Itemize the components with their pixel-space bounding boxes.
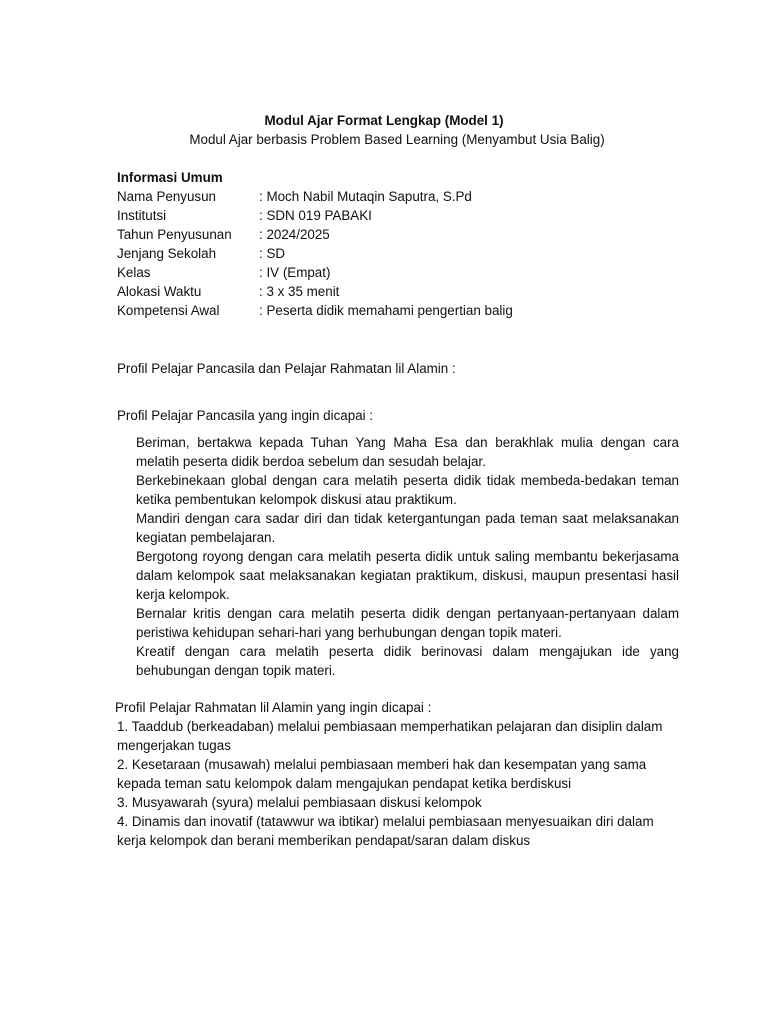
info-label: Jenjang Sekolah bbox=[117, 246, 217, 261]
document-subtitle: Modul Ajar berbasis Problem Based Learning (Menyambut Usia Balig) bbox=[189, 132, 605, 147]
pancasila-item-berkebinekaan: Berkebinekaan global dengan cara melatih peserta didik tidak membeda-bedakan teman ketika pembentukan kelompok diskusi atau praktikum. bbox=[136, 473, 679, 507]
informasi-umum-table bbox=[117, 187, 513, 320]
info-value: : 2024/2025 bbox=[259, 227, 330, 242]
rahmatan-item-taaddub: 1. Taaddub (berkeadaban) melalui pembiasaan memperhatikan pelajaran dan disiplin dalam mengerjakan tugas bbox=[117, 719, 663, 753]
info-row-alokasi-waktu bbox=[117, 282, 513, 301]
info-label: Alokasi Waktu bbox=[117, 284, 202, 299]
info-row-kelas bbox=[117, 263, 513, 282]
pancasila-item-gotong-royong: Bergotong royong dengan cara melatih peserta didik untuk saling membantu bekerjasama dalam kelompok saat melaksanakan kegiatan praktikum, diskusi, maupun presentasi hasil kerja kelompok. bbox=[136, 549, 679, 602]
info-label: Kompetensi Awal bbox=[117, 303, 220, 318]
informasi-umum-heading: Informasi Umum bbox=[117, 170, 223, 185]
info-value: : IV (Empat) bbox=[259, 265, 331, 280]
info-label: Kelas bbox=[117, 265, 151, 280]
info-value: : Peserta didik memahami pengertian balig bbox=[259, 303, 513, 318]
rahmatan-item-dinamis: 4. Dinamis dan inovatif (tatawwur wa ibtikar) melalui pembiasaan menyesuaikan diri dalam kerja kelompok dan berani memberikan pendapat/saran dalam diskus bbox=[117, 814, 654, 848]
rahmatan-item-kesetaraan: 2. Kesetaraan (musawah) melalui pembiasaan memberi hak dan kesempatan yang sama kepada teman satu kelompok dalam mengajukan pendapat ketika berdiskusi bbox=[117, 757, 647, 791]
info-label: Nama Penyusun bbox=[117, 189, 216, 204]
pancasila-heading: Profil Pelajar Pancasila yang ingin dicapai : bbox=[117, 408, 374, 423]
info-row-institusi bbox=[117, 206, 513, 225]
rahmatan-heading: Profil Pelajar Rahmatan lil Alamin yang ingin dicapai : bbox=[115, 700, 432, 715]
info-label: Tahun Penyusunan bbox=[117, 227, 232, 242]
info-row-jenjang-sekolah bbox=[117, 244, 513, 263]
profil-heading: Profil Pelajar Pancasila dan Pelajar Rahmatan lil Alamin : bbox=[117, 361, 456, 376]
info-label: Institutsi bbox=[117, 208, 167, 223]
info-row-nama-penyusun bbox=[117, 187, 513, 206]
info-row-tahun-penyusunan bbox=[117, 225, 513, 244]
pancasila-item-bernalar-kritis: Bernalar kritis dengan cara melatih peserta didik dengan pertanyaan-pertanyaan dalam peristiwa kehidupan sehari-hari yang berhubungan dengan topik materi. bbox=[136, 606, 679, 640]
rahmatan-item-musyawarah: 3. Musyawarah (syura) melalui pembiasaan diskusi kelompok bbox=[117, 795, 482, 810]
pancasila-item-mandiri: Mandiri dengan cara sadar diri dan tidak ketergantungan pada teman saat melaksanakan kegiatan pembelajaran. bbox=[136, 511, 679, 545]
info-value: : SDN 019 PABAKI bbox=[259, 208, 372, 223]
info-row-kompetensi-awal bbox=[117, 301, 513, 320]
info-value: : Moch Nabil Mutaqin Saputra, S.Pd bbox=[259, 189, 472, 204]
rahmatan-list bbox=[117, 717, 677, 850]
info-value: : SD bbox=[259, 246, 286, 261]
info-value: : 3 x 35 menit bbox=[259, 284, 340, 299]
pancasila-list bbox=[136, 433, 679, 680]
pancasila-item-beriman: Beriman, bertakwa kepada Tuhan Yang Maha Esa dan berakhlak mulia dengan cara melatih peserta didik berdoa sebelum dan sesudah belajar. bbox=[136, 435, 679, 469]
pancasila-item-kreatif: Kreatif dengan cara melatih peserta didik berinovasi dalam mengajukan ide yang behubungan dengan topik materi. bbox=[136, 644, 679, 678]
document-title: Modul Ajar Format Lengkap (Model 1) bbox=[264, 113, 504, 128]
